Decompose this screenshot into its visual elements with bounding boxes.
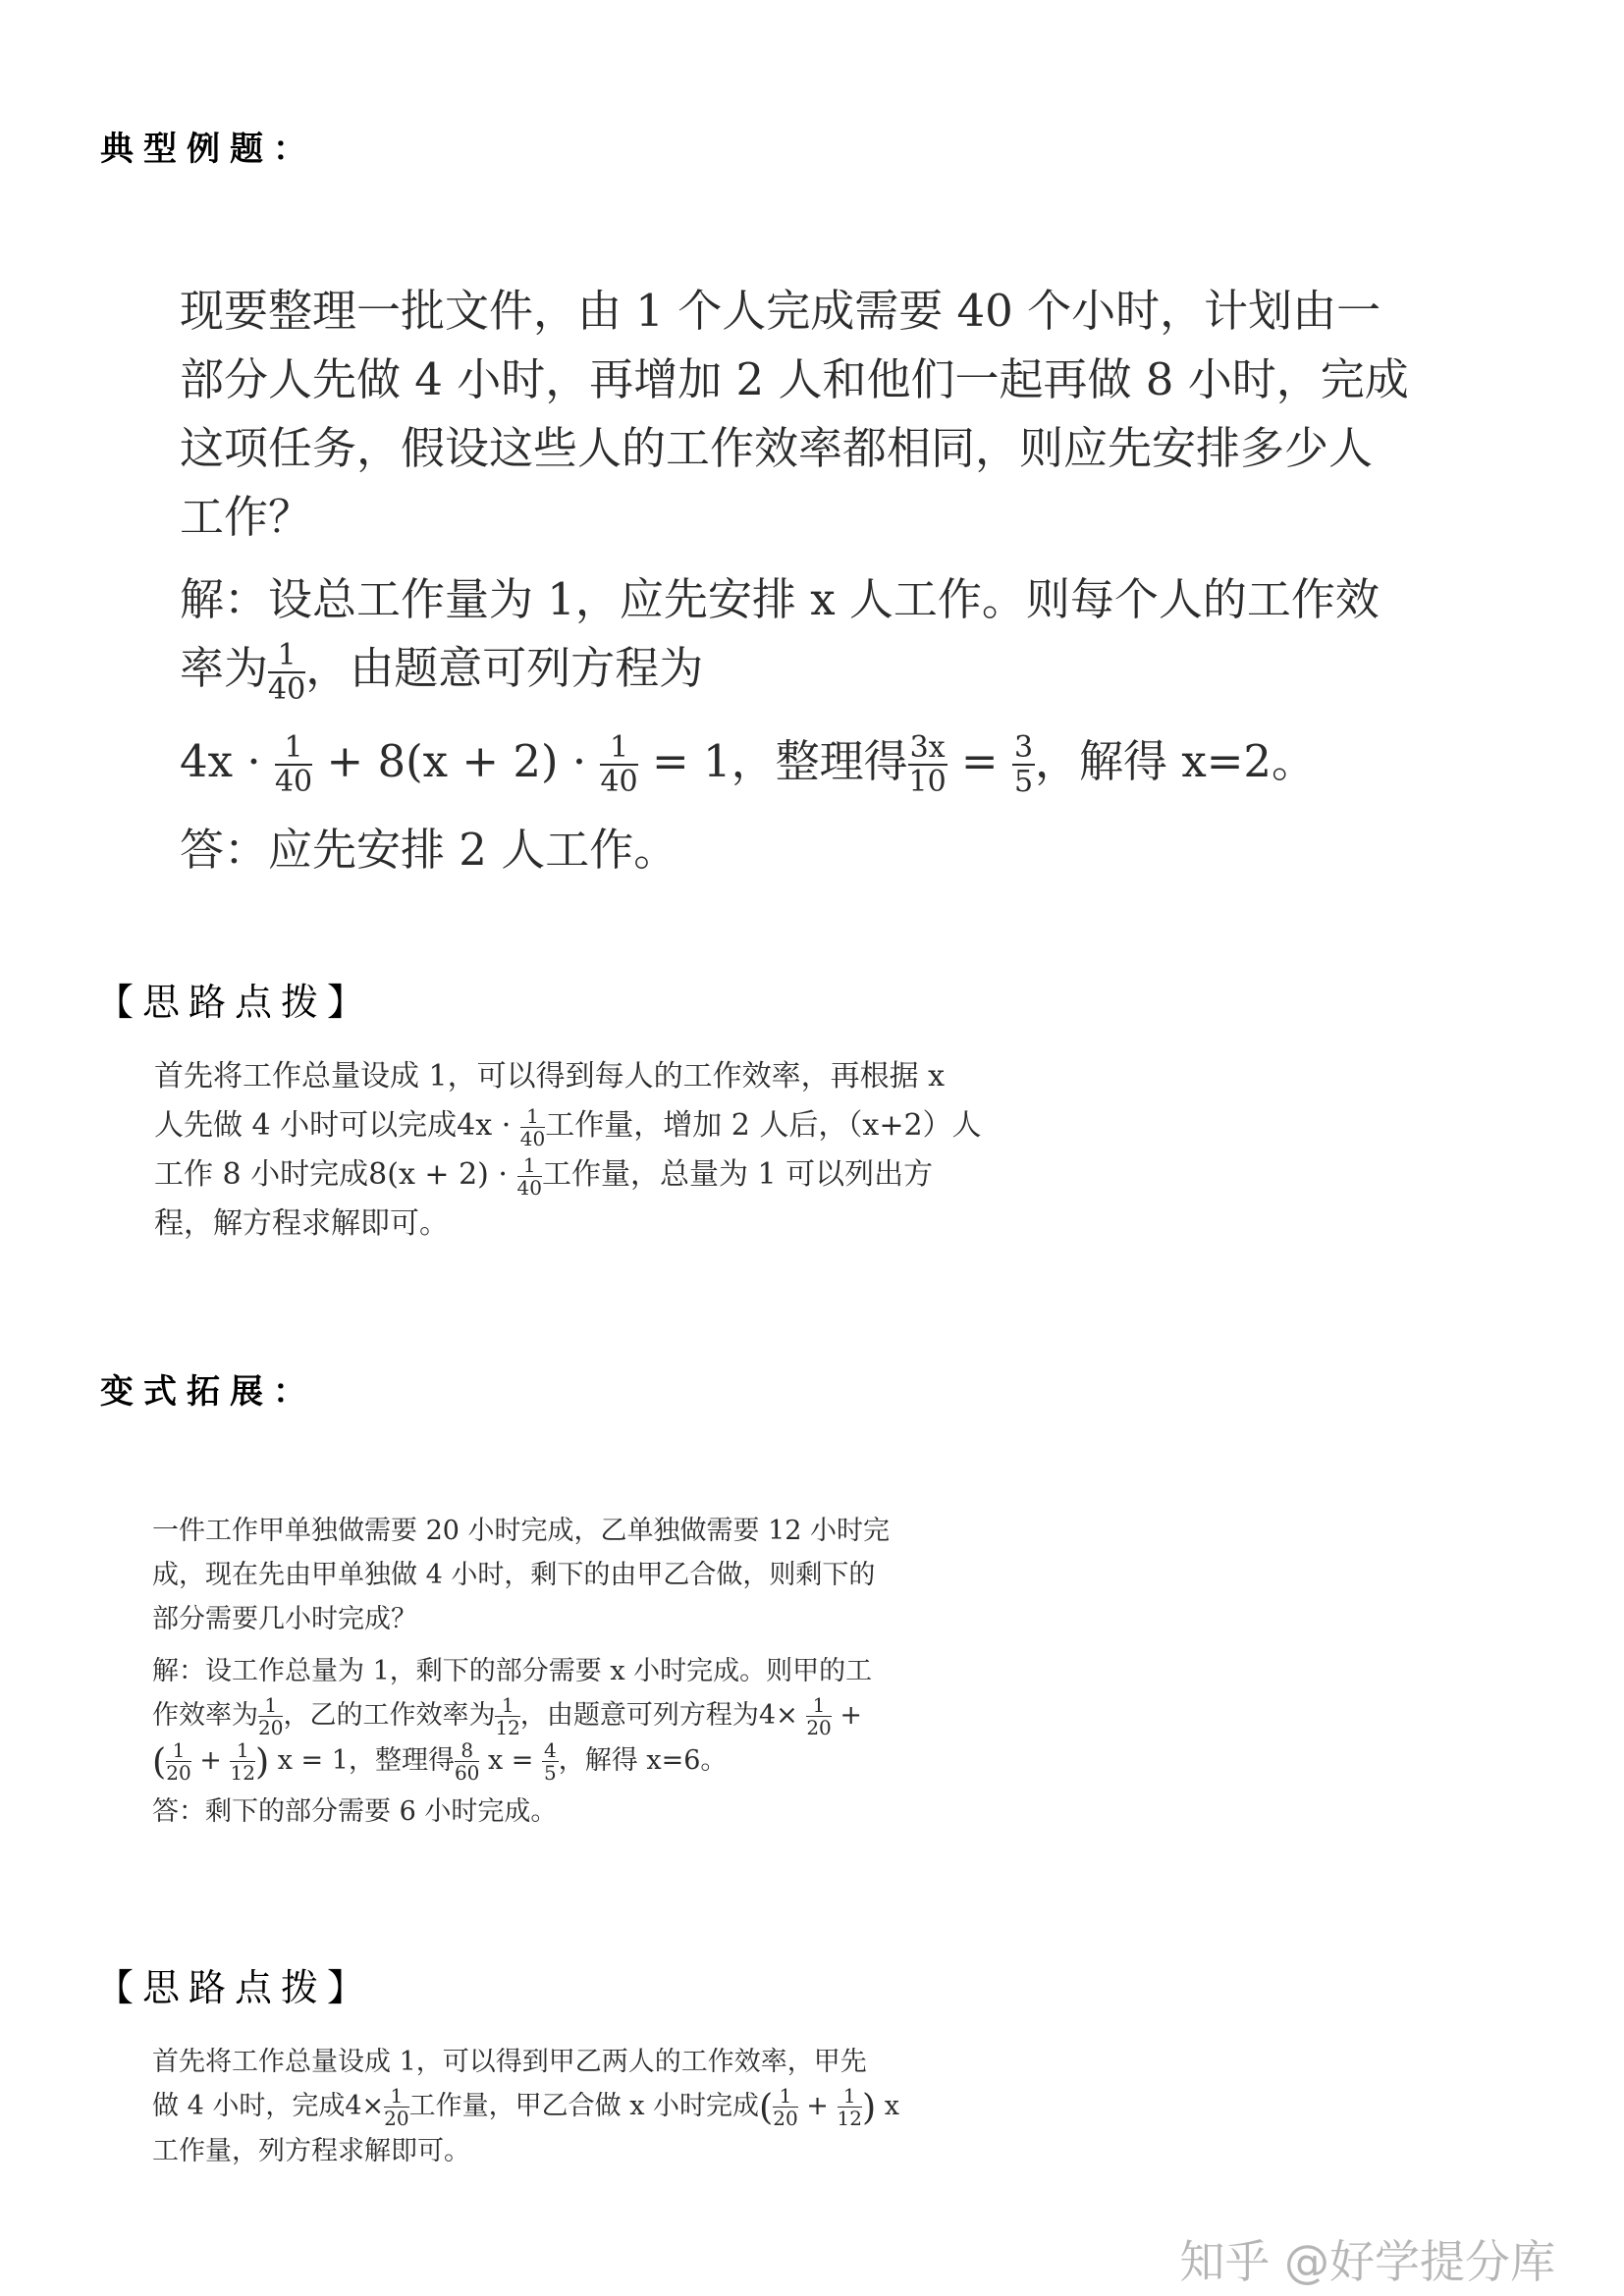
fraction: $\frac{1}{40}$	[516, 1152, 542, 1200]
equation-text: ，解得 x=2。	[1035, 734, 1317, 787]
hint-line: 工作量，列方程求解即可。	[152, 2136, 470, 2166]
fraction: $\frac{1}{20}$	[806, 1693, 832, 1739]
hint-line	[154, 1150, 982, 1200]
left-paren: (	[152, 1740, 167, 1783]
hint-line	[154, 1101, 982, 1150]
hint-text: 工作量，增加 2 人后，（x+2）人	[545, 1108, 982, 1143]
question-line: 部分需要几小时完成？	[152, 1604, 417, 1634]
example-heading: 典型例题：	[100, 130, 316, 169]
fraction: $\frac{1}{20}$	[166, 1738, 191, 1785]
solution-text: 作效率为	[152, 1700, 258, 1731]
answer-line: 答：应先安排 2 人工作。	[180, 824, 678, 876]
hint-text: +	[806, 2091, 829, 2121]
hint-text: 工作 8 小时完成8(x + 2) ·	[154, 1157, 508, 1192]
fraction: $\frac{1}{40}$	[600, 730, 638, 799]
solution-text: x =	[488, 1745, 534, 1776]
hint-heading: 【思路点拨】	[96, 981, 374, 1024]
fraction: $\frac{1}{12}$	[230, 1738, 255, 1785]
equation-text: 4x ·	[180, 734, 261, 787]
equation-line	[180, 727, 1409, 799]
fraction: $\frac{8}{60}$	[454, 1738, 480, 1785]
example-problem-block	[180, 277, 1409, 884]
hint-text: 人先做 4 小时可以完成4x ·	[154, 1108, 512, 1143]
variant-problem-block	[152, 1509, 890, 1834]
watermark: 知乎 @好学提分库	[1179, 2235, 1555, 2288]
hint-text: 工作量，甲乙合做 x 小时完成	[408, 2091, 760, 2121]
fraction: $\frac{3}{5}$	[1013, 730, 1034, 799]
solution-line: 解：设总工作量为 1，应先安排 x 人工作。则每个人的工作效	[180, 573, 1380, 625]
hint-text: 做 4 小时，完成4×	[152, 2091, 385, 2121]
solution-line	[180, 634, 1409, 706]
fraction: $\frac{1}{20}$	[773, 2084, 798, 2130]
solution-text: ，由题意可列方程为4×	[519, 1700, 798, 1731]
hint-line: 首先将工作总量设成 1，可以得到每人的工作效率，再根据 x	[154, 1059, 946, 1094]
variant-heading: 变式拓展：	[100, 1372, 316, 1412]
question-line: 这项任务，假设这些人的工作效率都相同，则应先安排多少人	[180, 422, 1374, 474]
solution-text: x = 1，整理得	[277, 1745, 455, 1776]
hint-block	[154, 1052, 982, 1249]
hint-line: 程，解方程求解即可。	[154, 1206, 449, 1241]
solution-line: 解：设工作总量为 1，剩下的部分需要 x 小时完成。则甲的工	[152, 1656, 873, 1686]
fraction: $\frac{1}{40}$	[274, 730, 313, 799]
equation-text: + 8(x + 2) ·	[326, 734, 587, 787]
right-paren: )	[254, 1740, 270, 1783]
equation-text: = 1，整理得	[651, 734, 908, 787]
equation-text: =	[960, 734, 999, 787]
left-paren: (	[759, 2086, 774, 2128]
hint-text: 工作量，总量为 1 可以列出方	[541, 1157, 934, 1192]
solution-line	[152, 1738, 890, 1784]
answer-line: 答：剩下的部分需要 6 小时完成。	[152, 1796, 558, 1827]
right-paren: )	[861, 2086, 877, 2128]
question-line: 一件工作甲单独做需要 20 小时完成，乙单独做需要 12 小时完	[152, 1516, 891, 1546]
fraction: $\frac{3x}{10}$	[908, 730, 947, 799]
fraction: $\frac{1}{20}$	[258, 1693, 284, 1739]
solution-text: +	[199, 1745, 222, 1776]
solution-line	[152, 1693, 890, 1738]
question-line: 现要整理一批文件，由 1 个人完成需要 40 个小时，计划由一	[180, 285, 1381, 337]
hint-block	[152, 2040, 899, 2173]
solution-text: +	[839, 1700, 862, 1731]
solution-text: ，由题意可列方程为	[305, 642, 704, 694]
solution-text: ，解得 x=6。	[558, 1745, 728, 1776]
solution-text: ，乙的工作效率为	[283, 1700, 496, 1731]
hint-line: 首先将工作总量设成 1，可以得到甲乙两人的工作效率，甲先	[152, 2047, 867, 2077]
fraction: $\frac{1}{12}$	[495, 1693, 520, 1739]
fraction: $\frac{1}{40}$	[519, 1103, 546, 1150]
question-line: 工作？	[180, 491, 313, 543]
hint-heading: 【思路点拨】	[96, 1966, 374, 2009]
question-line: 成，现在先由甲单独做 4 小时，剩下的由甲乙合做，则剩下的	[152, 1560, 876, 1590]
hint-text: x	[884, 2091, 899, 2121]
fraction: $\frac{1}{12}$	[837, 2084, 862, 2130]
fraction: $\frac{1}{20}$	[384, 2084, 409, 2130]
question-line: 部分人先做 4 小时，再增加 2 人和他们一起再做 8 小时，完成	[180, 353, 1409, 405]
hint-line	[152, 2084, 899, 2129]
fraction: $\frac{1}{40}$	[268, 637, 306, 707]
fraction: $\frac{4}{5}$	[544, 1738, 557, 1785]
solution-text: 率为	[180, 642, 269, 694]
